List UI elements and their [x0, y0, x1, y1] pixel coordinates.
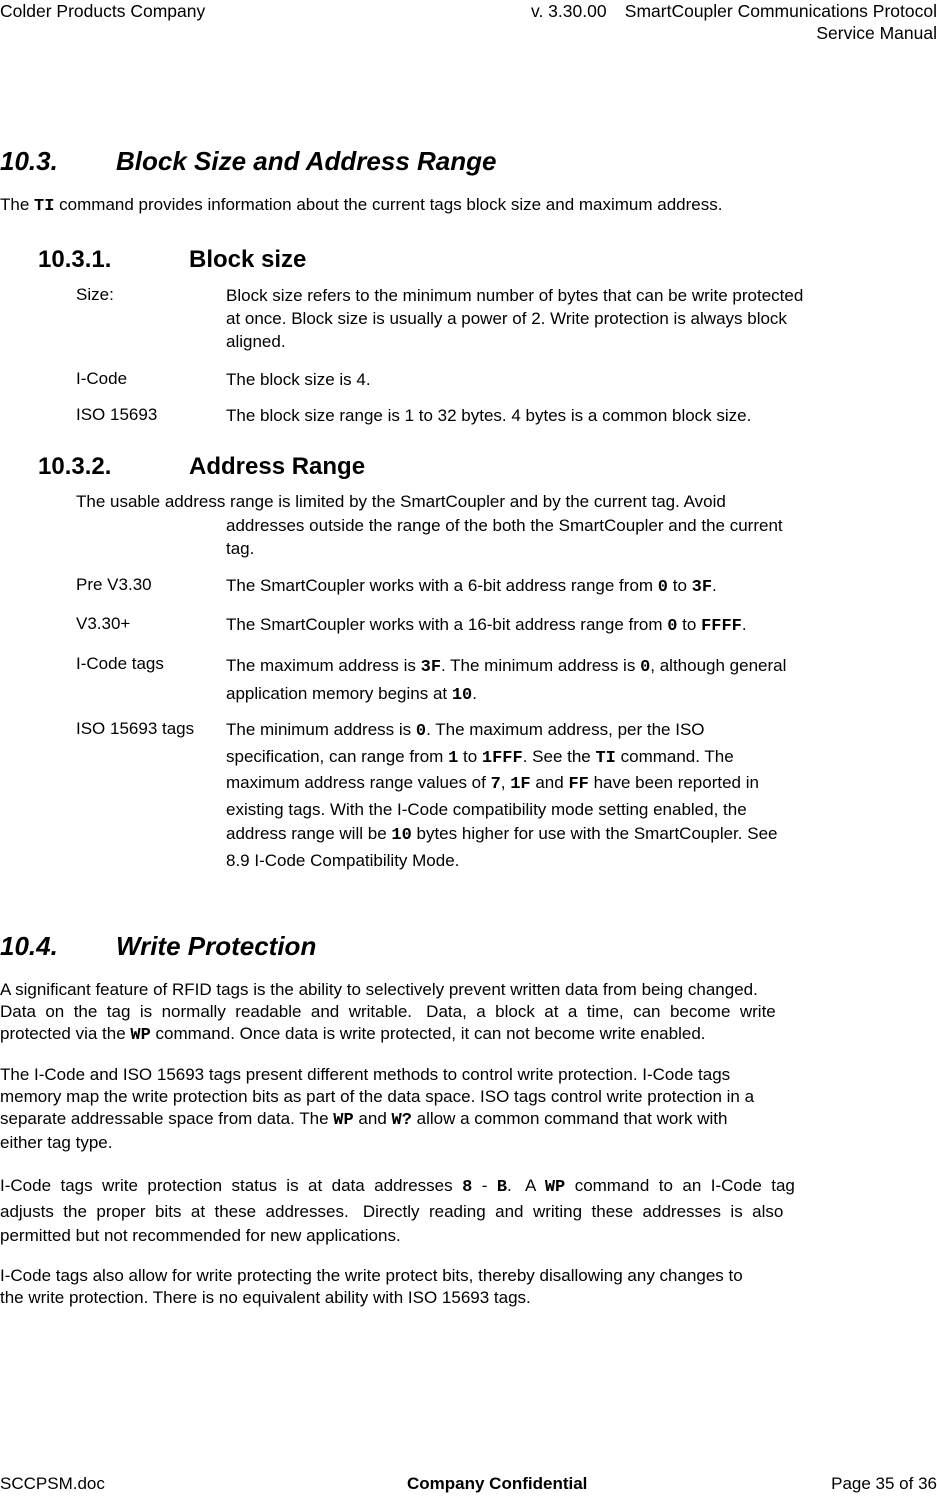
subsection-heading-10-3-1	[38, 246, 307, 274]
term-label-iso: ISO 15693	[76, 405, 158, 424]
section-10-3-intro: The TI command provides information about the current tags block size and maximum address.	[0, 195, 723, 216]
term-label-v330: V3.30+	[76, 614, 131, 633]
section-title: Block Size and Address Range	[116, 146, 497, 176]
subsection-number: 10.3.2.	[38, 453, 112, 480]
footer-page: Page 35 of 36	[831, 1474, 937, 1493]
subsection-title: Address Range	[189, 453, 366, 480]
write-protection-para-1: A significant feature of RFID tags is the ability to selectively prevent written data from being changed. Data on the tag is normally readable and writable. Data, a block at a time, can become write protected via the WP command. Once data is write protected, it can not become write enabled.	[0, 980, 776, 1045]
term-label-size: Size:	[76, 285, 114, 304]
footer-confidential: Company Confidential	[407, 1474, 588, 1493]
term-desc-iso-tags: The minimum address is 0. The maximum address, per the ISO specification, can range from 1 to 1FFF. See the TI command. The maximum address range values of 7, 1F and FF have been reported in existing tags. With the I-Code compatibility mode setting enabled, the address range will be 10 bytes higher for use with the SmartCoupler. See 8.9 I-Code Compatibility Mode.	[226, 720, 778, 870]
term-label-pre-v330: Pre V3.30	[76, 575, 152, 594]
write-protection-para-4: I-Code tags also allow for write protecting the write protect bits, thereby disallowing any changes to the write protection. There is no equivalent ability with ISO 15693 tags.	[0, 1266, 743, 1307]
term-desc-v330: The SmartCoupler works with a 16-bit address range from 0 to FFFF.	[226, 615, 747, 636]
term-desc-pre-v330: The SmartCoupler works with a 6-bit address range from 0 to 3F.	[226, 576, 717, 597]
section-heading-10-3	[0, 146, 497, 177]
header-title-line1: SmartCoupler Communications Protocol	[624, 1, 937, 21]
term-label-iso-tags: ISO 15693 tags	[76, 719, 195, 738]
section-heading-10-4	[0, 931, 317, 962]
header-version: v. 3.30.00	[531, 1, 607, 21]
term-desc-icode: The block size is 4.	[226, 370, 371, 389]
header-title	[625, 0, 937, 44]
address-range-intro-line1: The usable address range is limited by the SmartCoupler and by the current tag. Avoid	[76, 492, 726, 511]
section-number: 10.3.	[0, 146, 58, 176]
term-desc-icode-tags: The maximum address is 3F. The minimum address is 0, although general application memory begins at 10.	[226, 656, 787, 705]
section-number: 10.4.	[0, 931, 58, 961]
term-label-icode-tags: I-Code tags	[76, 654, 164, 673]
subsection-title: Block size	[189, 246, 307, 273]
term-desc-iso: The block size range is 1 to 32 bytes. 4 bytes is a common block size.	[226, 406, 752, 425]
address-range-intro-cont: addresses outside the range of the both the SmartCoupler and the current tag.	[226, 516, 783, 558]
term-label-icode: I-Code	[76, 369, 128, 388]
section-title: Write Protection	[116, 931, 317, 961]
write-protection-para-2: The I-Code and ISO 15693 tags present different methods to control write protection. I-Code tags memory map the write protection bits as part of the data space. ISO tags control write protection in a separate addressable space from data. The WP and W? allow a common command that work with either tag type.	[0, 1065, 755, 1152]
write-protection-para-3: I-Code tags write protection status is at data addresses 8 - B. A WP command to an I-Code tag adjusts the proper bits at these addresses. Directly reading and writing these addresses is also permitted but not recommended for new applications.	[0, 1176, 795, 1245]
footer-file: SCCPSM.doc	[0, 1474, 105, 1493]
subsection-heading-10-3-2	[38, 453, 366, 481]
header-title-line2: Service Manual	[816, 23, 937, 43]
term-desc-size: Block size refers to the minimum number of bytes that can be write protected at once. Block size is usually a power of 2. Write protection is always block aligned.	[226, 286, 804, 351]
subsection-number: 10.3.1.	[38, 246, 112, 273]
header-company: Colder Products Company	[0, 1, 206, 21]
